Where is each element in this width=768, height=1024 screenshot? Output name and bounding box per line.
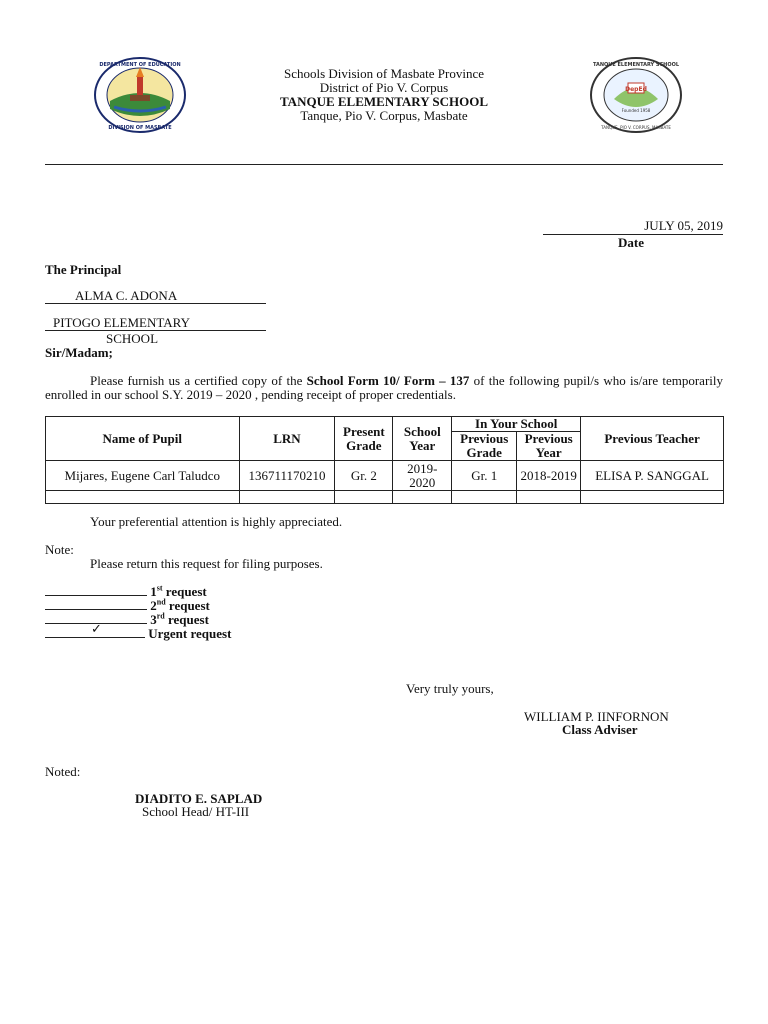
recipient-name-line [45, 289, 266, 304]
header-name: Name of Pupil [46, 417, 240, 461]
svg-text:DIVISION OF MASBATE: DIVISION OF MASBATE [108, 125, 172, 131]
header-previous-teacher: Previous Teacher [581, 417, 724, 461]
svg-text:DepEd: DepEd [625, 86, 647, 93]
note-text: Please return this request for filing purposes. [90, 556, 323, 571]
district-name: District of Pio V. Corpus [319, 80, 449, 95]
recipient-title: The Principal [45, 262, 122, 277]
noted-label: Noted: [45, 764, 81, 779]
date-label: Date [618, 235, 644, 250]
check-icon: ✓ [91, 622, 102, 637]
second-request: 2nd request [45, 598, 210, 613]
header-present-grade: Present Grade [335, 417, 393, 461]
header-in-your-school: In Your School [452, 417, 581, 432]
school-name: TANQUE ELEMENTARY SCHOOL [279, 94, 489, 109]
letter-date: JULY 05, 2019 [543, 219, 723, 235]
pupil-school-year: 2019-2020 [393, 461, 452, 491]
urgent-request-blank [45, 622, 145, 638]
pupil-name: Mijares, Eugene Carl Taludco [46, 461, 240, 491]
recipient-school-line [45, 316, 266, 331]
form-name: School Form 10/ Form – 137 [306, 373, 470, 388]
school-head-title: School Head/ HT-III [142, 804, 250, 819]
header-lrn: LRN [239, 417, 335, 461]
school-address: Tanque, Pio V. Corpus, Masbate [300, 108, 468, 123]
pupil-present-grade: Gr. 2 [335, 461, 393, 491]
greeting: Sir/Madam; [45, 345, 113, 360]
appreciation-text: Your preferential attention is highly appreciated. [90, 514, 343, 529]
svg-text:TANQUE ELEMENTARY SCHOOL: TANQUE ELEMENTARY SCHOOL [592, 62, 680, 68]
urgent-request: ✓ Urgent request [45, 626, 231, 641]
svg-text:TANQUE, PIO V. CORPUS, MASBATE: TANQUE, PIO V. CORPUS, MASBATE [601, 125, 671, 130]
header-school-year: School Year [393, 417, 452, 461]
pupil-table [45, 416, 724, 504]
svg-text:Founded 1958: Founded 1958 [621, 108, 651, 113]
adviser-title: Class Adviser [562, 722, 638, 737]
request-paragraph [45, 374, 723, 402]
recipient-school: PITOGO ELEMENTARY [53, 315, 191, 330]
pupil-lrn: 136711170210 [239, 461, 335, 491]
pupil-previous-teacher: ELISA P. SANGGAL [581, 461, 724, 491]
deped-division-seal [94, 57, 186, 133]
school-seal [590, 57, 682, 133]
closing: Very truly yours, [406, 681, 494, 696]
school-head-name: DIADITO E. SAPLAD [135, 791, 263, 806]
third-request: 3rd request [45, 612, 209, 627]
header-previous-grade: Previous Grade [452, 432, 517, 461]
recipient-school-cont: SCHOOL [106, 331, 159, 346]
recipient-name: ALMA C. ADONA [75, 288, 178, 303]
second-request-blank [45, 598, 147, 610]
note-label: Note: [45, 542, 74, 557]
adviser-name: WILLIAM P. IINFORNON [524, 709, 669, 724]
header-previous-year: Previous Year [517, 432, 581, 461]
svg-text:DEPARTMENT OF EDUCATION: DEPARTMENT OF EDUCATION [99, 62, 181, 68]
table-row [46, 461, 724, 491]
para-end: of the following pupil/s who is/are temporarily enrolled in our school S.Y. 2019 – 2020 , pending receipt of proper credentials. [45, 373, 723, 402]
pupil-previous-grade: Gr. 1 [452, 461, 517, 491]
pupil-previous-year: 2018-2019 [517, 461, 581, 491]
para-start: Please furnish us a certified copy of the [90, 373, 307, 388]
first-request-blank [45, 584, 147, 596]
header-divider [45, 164, 723, 165]
first-request: 1st request [45, 584, 207, 599]
table-row-empty [46, 491, 724, 504]
division-name: Schools Division of Masbate Province [283, 66, 485, 81]
